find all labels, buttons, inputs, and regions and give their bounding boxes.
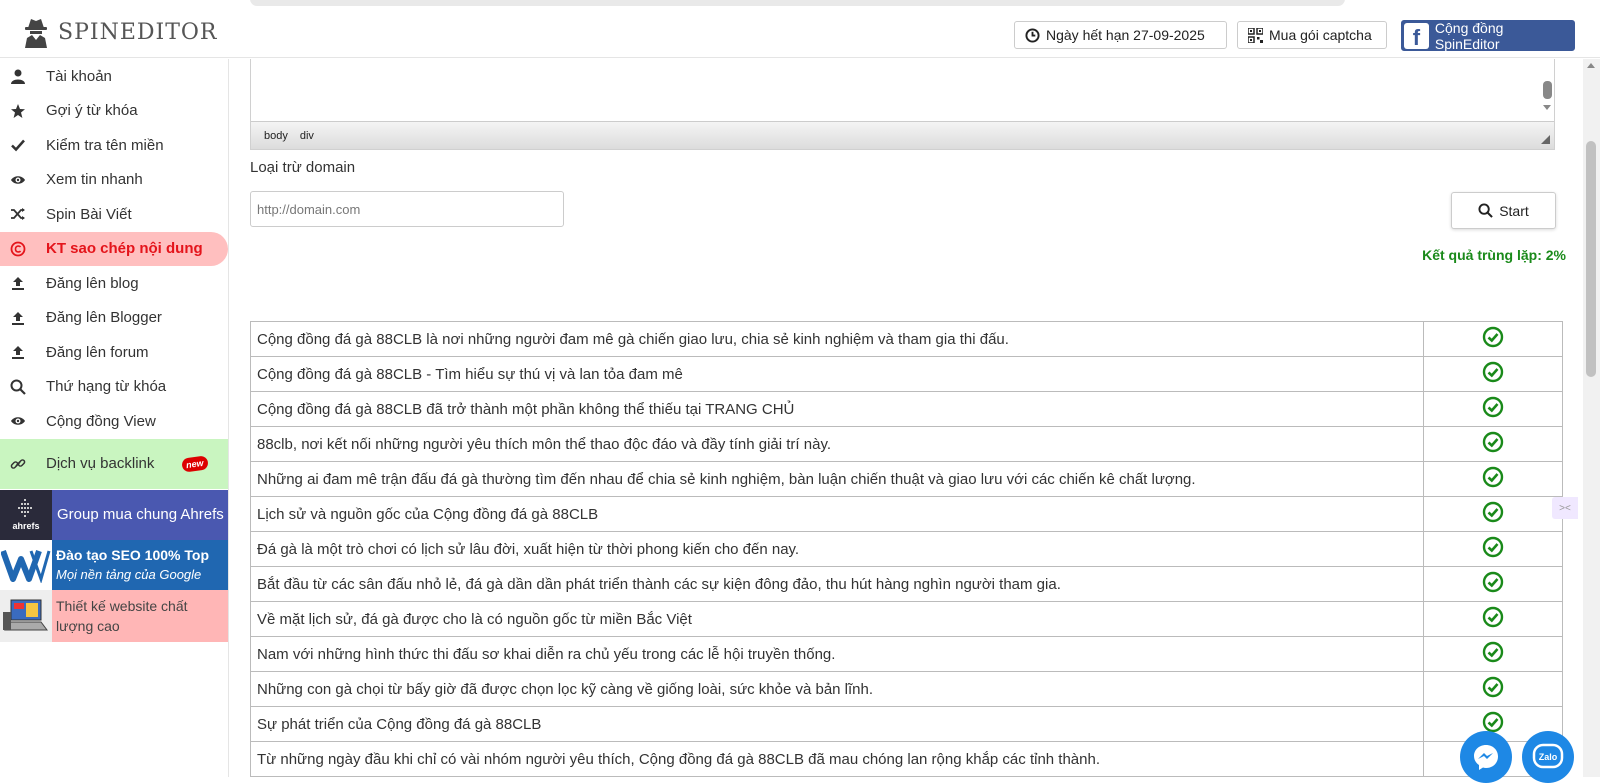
sidebar-item-8[interactable]	[0, 335, 228, 370]
sidebar-item-4[interactable]	[0, 197, 228, 232]
sidebar-item-1[interactable]	[0, 94, 228, 129]
sentence-cell: Những con gà chọi từ bấy giờ đã được chọn lọc kỹ càng về giống loài, sức khỏe và bản lĩnh.	[251, 672, 1424, 707]
sidebar-item-label: KT sao chép nội dung	[46, 240, 203, 258]
table-row	[251, 707, 1563, 742]
seo-training-banner[interactable]	[0, 540, 228, 590]
sidebar-item-9[interactable]	[0, 370, 228, 405]
sidebar-item-2[interactable]	[0, 128, 228, 163]
sidebar-item-6[interactable]	[0, 266, 228, 301]
table-row	[251, 497, 1563, 532]
sentence-cell: Cộng đồng đá gà 88CLB là nơi những người đam mê gà chiến giao lưu, chia sẻ kinh nghiệm và tham gia thi đấu.	[251, 322, 1424, 357]
upload-icon	[10, 344, 46, 360]
address-bar-edge	[250, 0, 1345, 6]
sentence-cell: Những ai đam mê trận đấu đá gà thường tìm đến nhau để chia sẻ kinh nghiệm, bàn luận chiến thuật và giao lưu với các chiến kê chất lượng.	[251, 462, 1424, 497]
table-row	[251, 427, 1563, 462]
domain-input[interactable]	[250, 191, 564, 227]
sentence-cell: 88clb, nơi kết nối những người yêu thích môn thể thao độc đáo và đầy tính giải trí này.	[251, 427, 1424, 462]
sentence-cell: Nam với những hình thức thi đấu sơ khai diễn ra chủ yếu trong các lễ hội truyền thống.	[251, 637, 1424, 672]
page-scrollbar[interactable]	[1583, 59, 1600, 777]
sidebar-item-5[interactable]	[0, 232, 228, 267]
logo[interactable]	[22, 16, 217, 48]
check-circle-icon	[1482, 501, 1504, 523]
seo-banner-subtitle: Mọi nền tảng của Google	[56, 566, 202, 582]
start-label: Start	[1499, 202, 1529, 219]
buy-captcha-button[interactable]	[1237, 21, 1387, 49]
sidebar-item-label: Gợi ý từ khóa	[46, 102, 138, 120]
zalo-button[interactable]	[1522, 731, 1574, 783]
editor-scrollbar[interactable]	[1543, 81, 1552, 99]
check-circle-icon	[1482, 361, 1504, 383]
messenger-icon	[1471, 742, 1501, 772]
table-row	[251, 462, 1563, 497]
ahrefs-logo-text: ahrefs	[12, 520, 40, 531]
sidebar-item-label: Thứ hạng từ khóa	[46, 378, 167, 396]
table-row	[251, 567, 1563, 602]
search-icon	[10, 379, 46, 395]
sidebar-item-label: Đăng lên blog	[46, 274, 139, 292]
status-cell	[1424, 462, 1563, 497]
status-cell	[1424, 602, 1563, 637]
zalo-icon	[1532, 742, 1564, 772]
sidebar-item-0[interactable]	[0, 59, 228, 94]
captcha-label: Mua gói captcha	[1269, 27, 1372, 43]
editor-area[interactable]	[251, 59, 1554, 121]
exclude-domain-label: Loại trừ domain	[250, 159, 356, 176]
table-row	[251, 602, 1563, 637]
path-body[interactable]: body	[264, 129, 288, 142]
star-icon	[10, 103, 46, 119]
shuffle-icon	[10, 206, 46, 222]
sidebar-item-label: Xem tin nhanh	[46, 171, 143, 189]
table-row	[251, 672, 1563, 707]
ahrefs-banner-text: Group mua chung Ahrefs	[57, 506, 224, 523]
sentence-cell: Từ những ngày đầu khi chỉ có vài nhóm người yêu thích, Cộng đồng đá gà 88CLB đã mau chóng lan rộng khắp các tỉnh thành.	[251, 742, 1424, 777]
search-icon	[1478, 203, 1493, 218]
community-button[interactable]	[1401, 20, 1575, 51]
svg-text:Zalo: Zalo	[1538, 752, 1558, 762]
scroll-thumb[interactable]	[1586, 141, 1596, 377]
sentence-cell: Bắt đầu từ các sân đấu nhỏ lẻ, đá gà dần dần phát triển thành các sự kiện đông đảo, thu hút hàng nghìn người tham gia.	[251, 567, 1424, 602]
path-div[interactable]: div	[299, 129, 314, 142]
check-icon	[10, 137, 46, 153]
check-circle-icon	[1482, 606, 1504, 628]
expiry-button[interactable]	[1014, 21, 1227, 49]
table-row	[251, 742, 1563, 777]
status-cell	[1424, 672, 1563, 707]
sidebar-item-label: Kiểm tra tên miền	[46, 136, 164, 154]
resize-handle-icon[interactable]	[1541, 135, 1550, 144]
sidebar-menu	[0, 59, 228, 439]
start-button[interactable]	[1451, 192, 1556, 229]
check-circle-icon	[1482, 326, 1504, 348]
check-circle-icon	[1482, 396, 1504, 418]
sentence-cell: Cộng đồng đá gà 88CLB - Tìm hiểu sự thú vị và lan tỏa đam mê	[251, 357, 1424, 392]
sentence-cell: Sự phát triển của Cộng đồng đá gà 88CLB	[251, 707, 1424, 742]
community-label: Cộng đồng SpinEditor	[1434, 19, 1504, 52]
ahrefs-logo-icon	[0, 490, 52, 540]
check-circle-icon	[1482, 641, 1504, 663]
sidebar	[0, 59, 229, 777]
table-row	[251, 637, 1563, 672]
check-circle-icon	[1482, 676, 1504, 698]
check-circle-icon	[1482, 431, 1504, 453]
sentence-cell: Lịch sử và nguồn gốc của Cộng đồng đá gà 88CLB	[251, 497, 1424, 532]
sentence-cell: Về mặt lịch sử, đá gà được cho là có nguồn gốc từ miền Bắc Việt	[251, 602, 1424, 637]
editor-scroll-down-icon[interactable]	[1543, 105, 1551, 110]
table-row	[251, 357, 1563, 392]
ahrefs-banner[interactable]	[0, 490, 228, 540]
seo-banner-title: Đào tạo SEO 100% Top	[56, 546, 209, 563]
laptop-icon	[0, 590, 52, 642]
sidebar-item-label: Đăng lên Blogger	[46, 309, 162, 327]
main-content	[229, 59, 1583, 777]
web-design-banner-text: Thiết kế website chất lượng cao	[56, 597, 188, 634]
sidebar-item-7[interactable]	[0, 301, 228, 336]
sidebar-item-10[interactable]	[0, 404, 228, 439]
check-circle-icon	[1482, 536, 1504, 558]
sentence-cell: Đá gà là một trò chơi có lịch sử lâu đời, xuất hiện từ thời phong kiến cho đến nay.	[251, 532, 1424, 567]
new-badge: new	[182, 455, 209, 472]
status-cell	[1424, 427, 1563, 462]
copyright-icon	[10, 241, 46, 257]
result-table	[250, 321, 1563, 777]
table-row	[251, 392, 1563, 427]
status-cell	[1424, 497, 1563, 532]
status-cell	[1424, 532, 1563, 567]
sidebar-item-3[interactable]	[0, 163, 228, 198]
eye-icon	[10, 172, 46, 188]
status-cell	[1424, 637, 1563, 672]
browser-top-strip	[0, 0, 1600, 12]
w-logo-icon	[0, 540, 52, 590]
status-cell	[1424, 392, 1563, 427]
sentence-cell: Cộng đồng đá gà 88CLB đã trở thành một phần không thể thiếu tại TRANG CHỦ	[251, 392, 1424, 427]
clock-icon	[1025, 28, 1040, 43]
check-circle-icon	[1482, 711, 1504, 733]
check-circle-icon	[1482, 571, 1504, 593]
expiry-label: Ngày hết hạn 27-09-2025	[1046, 27, 1205, 43]
sidebar-item-label: Tài khoản	[46, 67, 112, 85]
top-header	[0, 12, 1600, 58]
collapse-tab-icon[interactable]: ><	[1552, 497, 1578, 519]
sidebar-item-label: Đăng lên forum	[46, 343, 149, 361]
upload-icon	[10, 310, 46, 326]
sidebar-item-label: Spin Bài Viết	[46, 205, 132, 223]
table-row	[251, 532, 1563, 567]
text-editor[interactable]	[250, 59, 1555, 150]
status-cell	[1424, 322, 1563, 357]
table-row	[251, 322, 1563, 357]
eye-icon	[10, 413, 46, 429]
editor-path-bar	[251, 121, 1554, 149]
user-icon	[10, 68, 46, 84]
upload-icon	[10, 275, 46, 291]
status-cell	[1424, 357, 1563, 392]
sidebar-item-backlink[interactable]	[0, 439, 228, 489]
status-cell	[1424, 567, 1563, 602]
web-design-banner[interactable]	[0, 590, 228, 642]
backlink-label: Dịch vụ backlink	[46, 455, 155, 472]
link-icon	[10, 456, 46, 472]
sidebar-item-label: Cộng đồng View	[46, 412, 156, 430]
messenger-button[interactable]	[1460, 731, 1512, 783]
spy-logo-icon	[22, 16, 50, 48]
scroll-up-icon[interactable]	[1587, 63, 1595, 68]
facebook-icon: f	[1404, 23, 1429, 49]
brand-name: SPINEDITOR	[58, 19, 218, 45]
qr-code-icon	[1248, 28, 1263, 43]
duplicate-result: Kết quả trùng lặp: 2%	[1422, 247, 1566, 263]
check-circle-icon	[1482, 466, 1504, 488]
